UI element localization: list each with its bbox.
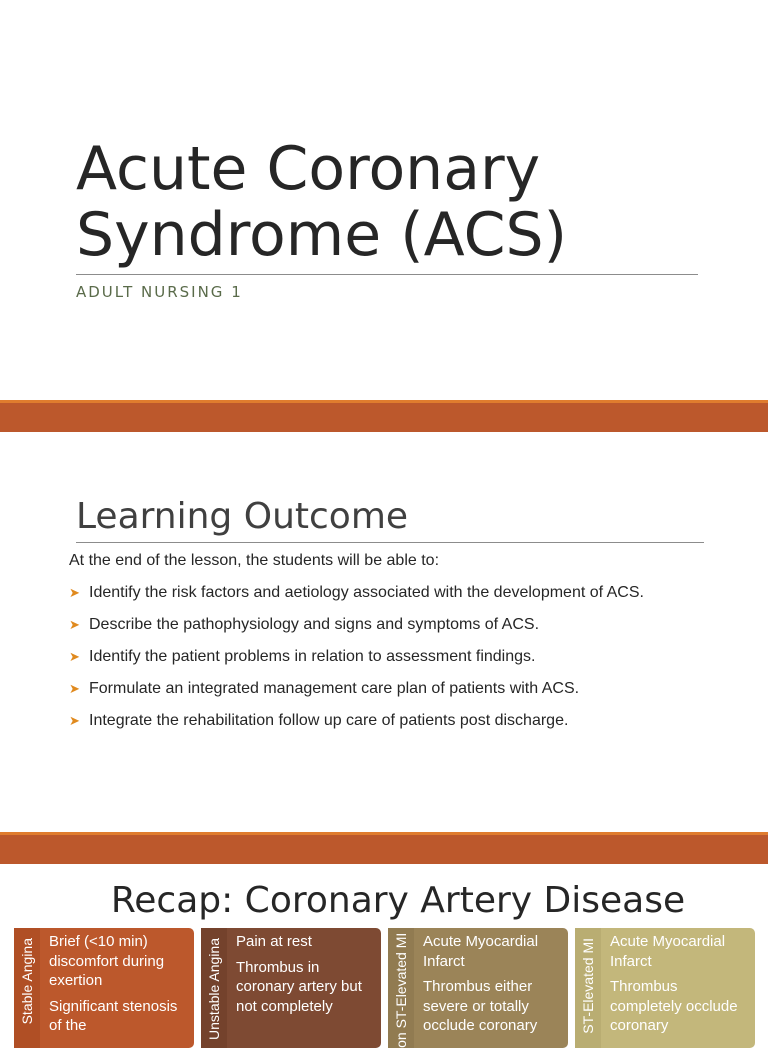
learning-outcome-slide [0, 432, 768, 832]
list-item-text: Identify the risk factors and aetiology associated with the development of ACS. [89, 584, 644, 601]
card-line: Pain at rest [236, 933, 312, 950]
list-item-text: Integrate the rehabilitation follow up care of patients post discharge. [89, 712, 569, 729]
card-side-strip [388, 928, 414, 1058]
arrow-bullet-icon: ➤ [69, 617, 80, 632]
title-line-1: Acute Coronary [76, 134, 541, 204]
title-line-2: Syndrome (ACS) [76, 200, 567, 270]
card-side-strip [14, 928, 40, 1048]
card-line: Thrombus in coronary artery but not completely [236, 958, 362, 1015]
arrow-bullet-icon: ➤ [69, 649, 80, 664]
card-stemi [575, 928, 755, 1048]
list-item-text: Describe the pathophysiology and signs and symptoms of ACS. [89, 616, 540, 633]
arrow-bullet-icon: ➤ [69, 681, 80, 696]
card-line: Acute Myocardial Infarct [423, 933, 539, 970]
learning-outcome-list [69, 583, 644, 743]
list-item [69, 583, 644, 615]
learning-outcome-intro: At the end of the lesson, the students will be able to: [69, 552, 440, 569]
recap-title: Recap: Coronary Artery Disease [110, 880, 686, 921]
card-side-label: Stable Angina [19, 938, 35, 1025]
card-side-label: Unstable Angina [206, 938, 222, 1040]
slide-title [76, 136, 716, 268]
card-body [236, 932, 378, 1022]
separator-highlight [0, 832, 768, 835]
arrow-bullet-icon: ➤ [69, 585, 80, 600]
slide-subtitle: ADULT NURSING 1 [76, 283, 243, 301]
card-stable-angina [14, 928, 194, 1048]
slide-separator-2 [0, 832, 768, 864]
card-body [610, 932, 752, 1042]
card-line: Significant stenosis of the [49, 997, 178, 1034]
list-item-text: Formulate an integrated management care plan of patients with ACS. [89, 680, 580, 697]
list-item-text: Identify the patient problems in relation to assessment findings. [89, 648, 536, 665]
card-side-label: Non ST-Elevated MI [393, 932, 409, 1058]
card-line: Thrombus completely occlude coronary [610, 978, 738, 1034]
card-line: Thrombus either severe or totally occlude coronary [423, 978, 538, 1034]
card-line: Acute Myocardial Infarct [610, 933, 726, 970]
card-nstemi [388, 928, 568, 1058]
list-item [69, 615, 644, 647]
title-divider [76, 274, 698, 275]
card-side-strip [201, 928, 227, 1048]
card-body [49, 932, 191, 1042]
learning-outcome-title: Learning Outcome [76, 496, 409, 537]
slide-separator-1 [0, 400, 768, 432]
list-item [69, 679, 644, 711]
card-side-strip [575, 928, 601, 1048]
list-item [69, 711, 644, 743]
card-side-label: ST-Elevated MI [580, 938, 596, 1034]
recap-slide [0, 864, 768, 1058]
learning-outcome-divider [76, 542, 704, 543]
arrow-bullet-icon: ➤ [69, 713, 80, 728]
card-unstable-angina [201, 928, 381, 1048]
list-item [69, 647, 644, 679]
card-line: Brief (<10 min) discomfort during exertion [49, 933, 165, 989]
card-body [423, 932, 565, 1042]
separator-highlight [0, 400, 768, 403]
title-slide [0, 0, 768, 400]
